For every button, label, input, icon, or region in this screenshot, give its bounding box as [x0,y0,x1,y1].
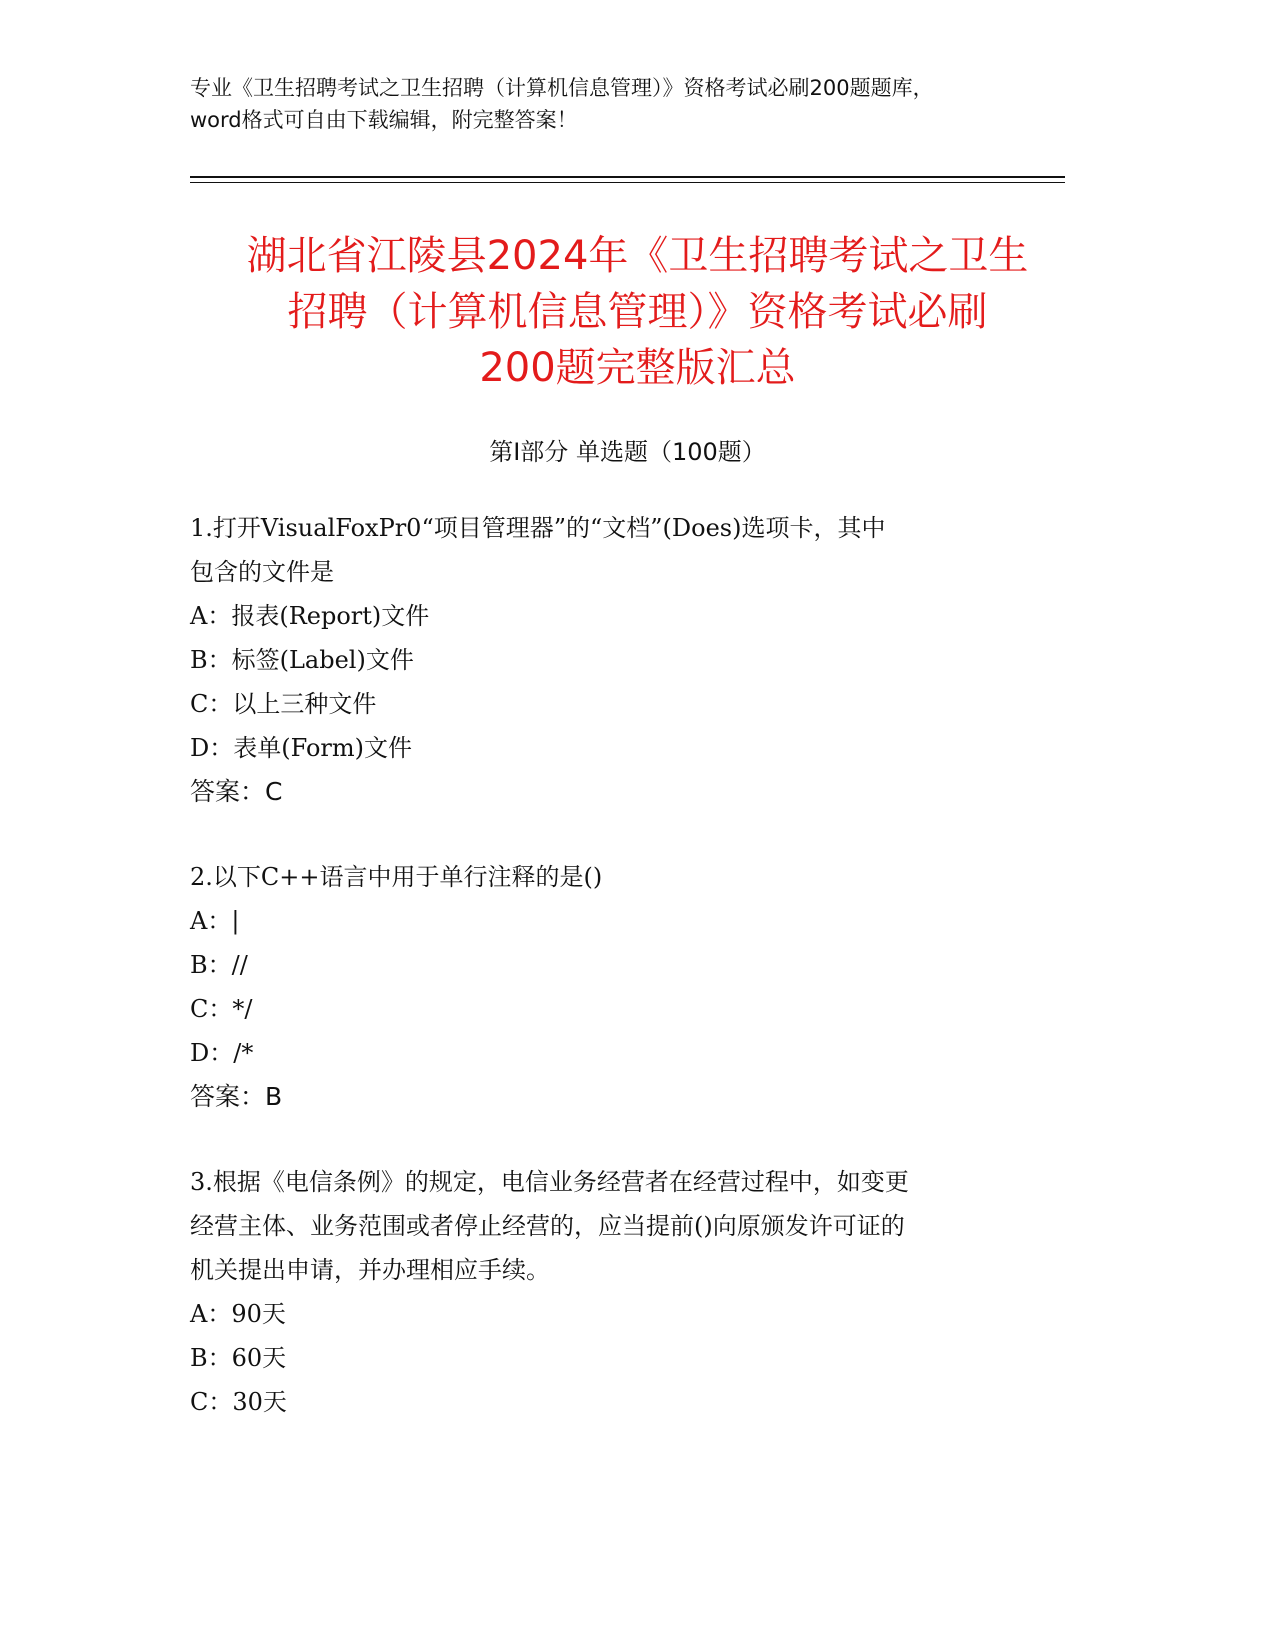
question-1 [190,506,1070,814]
option-b: B：60天 [190,1344,287,1372]
document-title [170,228,1105,396]
question-stem-line: 经营主体、业务范围或者停止经营的，应当提前()向原颁发许可证的 [190,1212,905,1240]
question-stem-line: 1.打开VisualFoxPr0“项目管理器”的“文档”(Does)选项卡，其中 [190,514,886,542]
section-title: 第Ⅰ部分 单选题（100题） [489,438,766,466]
answer-label: 答案：B [190,1082,283,1111]
option-a: A：| [190,907,240,935]
option-a: A：90天 [190,1300,286,1328]
question-stem-line: 2.以下C++语言中用于单行注释的是() [190,863,603,891]
option-c: C：30天 [190,1388,287,1416]
option-d: D：表单(Form)文件 [190,734,412,762]
option-d: D：/* [190,1039,254,1067]
title-line-1: 湖北省江陵县2024年《卫生招聘考试之卫生 [246,233,1029,279]
header-divider-thick [190,176,1065,178]
answer-label: 答案：C [190,777,283,806]
question-3 [190,1160,1070,1424]
title-line-3: 200题完整版汇总 [479,345,796,391]
header-divider-thin [190,182,1065,183]
question-stem-line: 3.根据《电信条例》的规定，电信业务经营者在经营过程中，如变更 [190,1168,909,1196]
question-2 [190,855,1070,1119]
header-line-1: 专业《卫生招聘考试之卫生招聘（计算机信息管理）》资格考试必刷200题题库， [190,76,934,100]
option-b: B：// [190,951,248,979]
header-line-2: word格式可自由下载编辑，附完整答案！ [190,108,578,132]
question-stem-line: 包含的文件是 [190,558,334,586]
option-b: B：标签(Label)文件 [190,646,414,674]
option-a: A：报表(Report)文件 [190,602,430,630]
document-header [190,72,1090,136]
question-stem-line: 机关提出申请，并办理相应手续。 [190,1256,550,1284]
title-line-2: 招聘（计算机信息管理）》资格考试必刷 [287,289,988,335]
option-c: C：以上三种文件 [190,690,377,718]
option-c: C：*/ [190,995,253,1023]
